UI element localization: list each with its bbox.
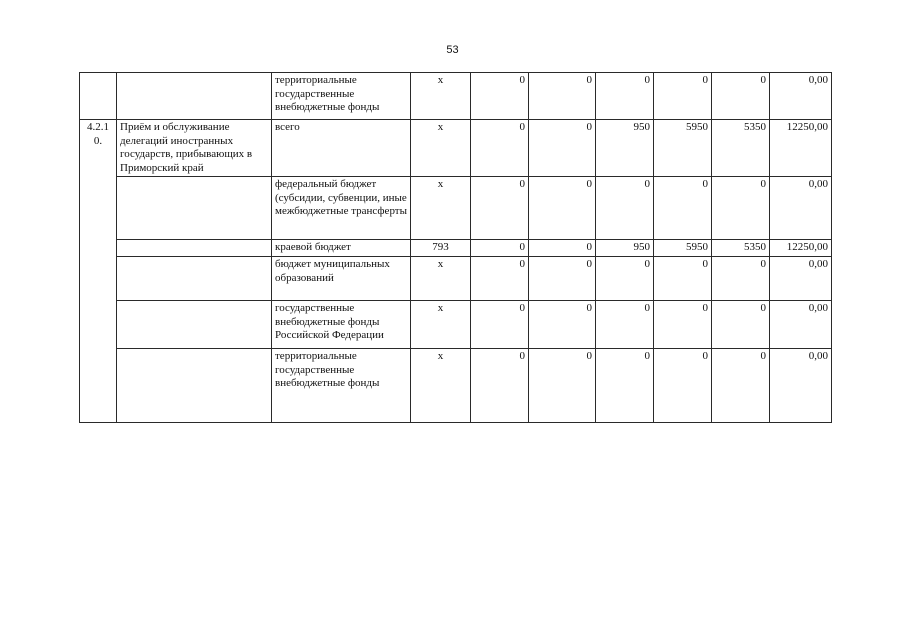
value-cell: 950 [596,120,654,177]
value-cell: 0 [712,301,770,349]
value-cell: 5950 [654,120,712,177]
table-row [80,257,832,301]
source-cell: государственные внебюджетные фонды Российской Федерации [272,301,411,349]
value-cell: 0 [471,349,529,423]
source-cell: территориальные государственные внебюджетные фонды [272,349,411,423]
grbs-cell: х [411,301,471,349]
value-cell: 0 [471,301,529,349]
value-cell: 5350 [712,120,770,177]
value-cell: 0 [596,257,654,301]
table-row [80,120,832,177]
table-row [80,240,832,257]
grbs-cell: х [411,177,471,240]
table-row [80,177,832,240]
grbs-cell: 793 [411,240,471,257]
value-cell: 0 [471,73,529,120]
total-cell: 0,00 [770,257,832,301]
value-cell: 0 [471,257,529,301]
grbs-cell: х [411,73,471,120]
value-cell: 0 [654,73,712,120]
value-cell: 0 [529,73,596,120]
total-cell: 12250,00 [770,240,832,257]
value-cell: 0 [529,301,596,349]
page-number: 53 [446,44,459,56]
value-cell: 0 [471,120,529,177]
total-cell: 0,00 [770,73,832,120]
grbs-cell: х [411,120,471,177]
code-cell-empty [80,73,117,120]
value-cell: 0 [654,301,712,349]
table-row [80,301,832,349]
value-cell: 0 [596,73,654,120]
value-cell: 0 [596,349,654,423]
activity-name-cell: Приём и обслуживание делегаций иностранных государств, прибывающих в Приморский край [117,120,272,177]
total-cell: 0,00 [770,301,832,349]
value-cell: 0 [712,73,770,120]
value-cell: 0 [654,257,712,301]
value-cell: 0 [529,257,596,301]
budget-table [79,72,832,423]
activity-cell-empty [117,301,272,349]
total-cell: 0,00 [770,349,832,423]
value-cell: 0 [654,349,712,423]
value-cell: 0 [654,177,712,240]
item-code-cell [80,120,117,423]
value-cell: 0 [596,177,654,240]
activity-cell-empty [117,257,272,301]
grbs-cell: х [411,349,471,423]
value-cell: 5950 [654,240,712,257]
value-cell: 5350 [712,240,770,257]
source-cell: краевой бюджет [272,240,411,257]
value-cell: 0 [529,120,596,177]
value-cell: 0 [529,349,596,423]
value-cell: 950 [596,240,654,257]
value-cell: 0 [712,257,770,301]
table-row [80,73,832,120]
source-cell: всего [272,120,411,177]
grbs-cell: х [411,257,471,301]
activity-cell-empty [117,73,272,120]
total-cell: 12250,00 [770,120,832,177]
value-cell: 0 [712,177,770,240]
source-cell: территориальные государственные внебюджетные фонды [272,73,411,120]
value-cell: 0 [471,240,529,257]
item-code: 4.2.1 0. [87,121,109,147]
value-cell: 0 [712,349,770,423]
total-cell: 0,00 [770,177,832,240]
activity-cell-empty [117,240,272,257]
activity-cell-empty [117,349,272,423]
value-cell: 0 [471,177,529,240]
value-cell: 0 [529,240,596,257]
value-cell: 0 [529,177,596,240]
source-cell: бюджет муниципальных образований [272,257,411,301]
value-cell: 0 [596,301,654,349]
table-row [80,349,832,423]
activity-cell-empty [117,177,272,240]
source-cell: федеральный бюджет (субсидии, субвенции, иные межбюджетные трансферты [272,177,411,240]
